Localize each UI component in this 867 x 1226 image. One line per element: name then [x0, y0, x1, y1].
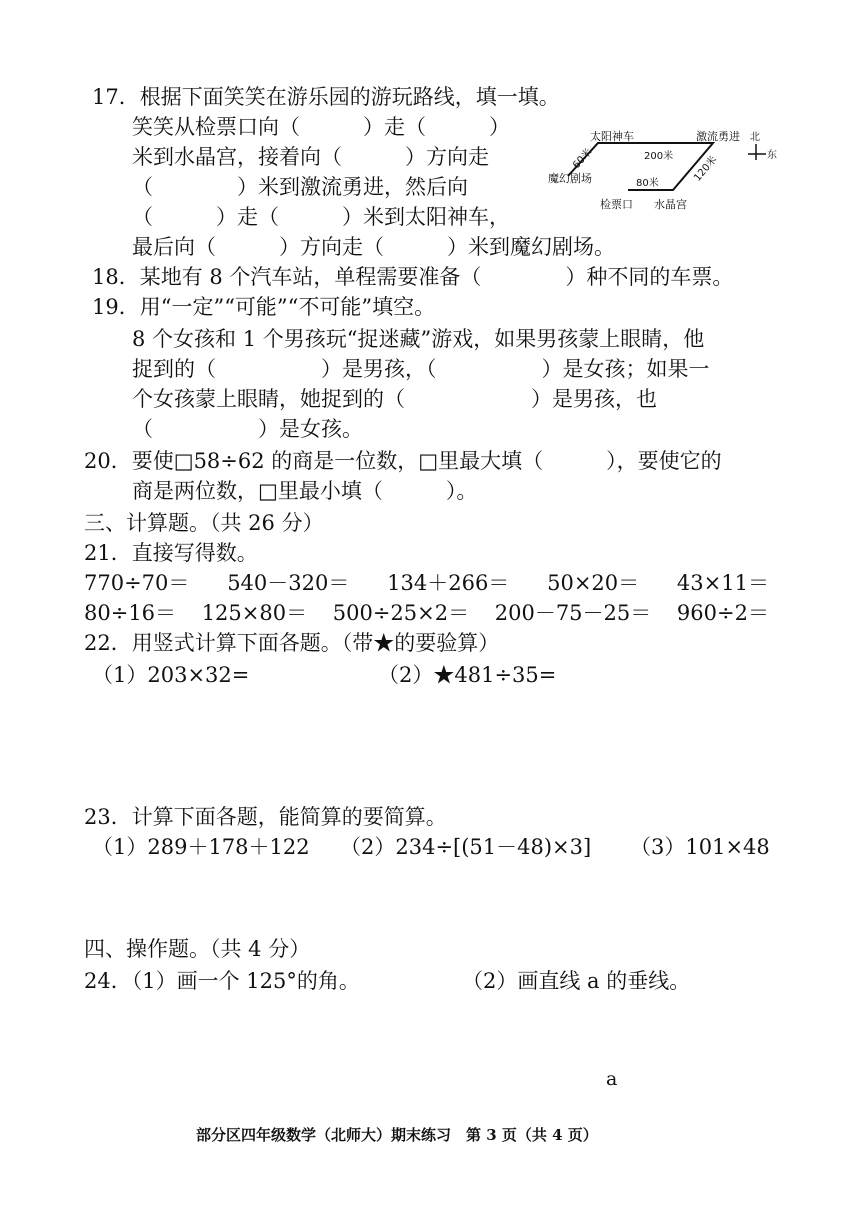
q21-row-2 [84, 598, 769, 628]
q20-line-1: 20．要使□58÷62 的商是一位数，□里最大填（ ），要使它的 [84, 449, 722, 473]
label-crystal-palace: 水晶宫 [654, 198, 687, 211]
q17-line-2: 米到水晶宫，接着向（ ）方向走 [132, 145, 489, 169]
q22-title: 22．用竖式计算下面各题。（带★的要验算） [84, 631, 500, 655]
q24-item-2: （2）画直线 a 的垂线。 [462, 969, 691, 993]
calc-item: 540－320＝ [227, 571, 350, 595]
q22-item-2: （2）★481÷35= [378, 663, 557, 687]
label-magic-theater: 魔幻剧场 [548, 172, 592, 185]
q23-item-2: （2）234÷[(51－48)×3] [340, 835, 592, 859]
label-sun-car: 太阳神车 [590, 130, 634, 143]
section-3-heading: 三、计算题。（共 26 分） [84, 511, 324, 535]
line-a-label: a [606, 1068, 618, 1090]
label-dist-80: 80米 [636, 178, 659, 189]
calc-item: 960÷2＝ [676, 601, 769, 625]
q17-line-1: 笑笑从检票口向（ ）走（ ） [132, 115, 510, 139]
q23-item-1: （1）289＋178＋122 [92, 835, 310, 859]
label-east: 东 [767, 150, 777, 161]
calc-item: 134＋266＝ [387, 571, 510, 595]
label-ticket-gate: 检票口 [600, 198, 633, 211]
q19-title: 19．用“一定”“可能”“不可能”填空。 [92, 295, 436, 319]
calc-item: 80÷16＝ [84, 601, 177, 625]
q17-line-5: 最后向（ ）方向走（ ）米到魔幻剧场。 [132, 235, 615, 259]
q17-line-4: （ ）走（ ）米到太阳神车， [132, 205, 510, 229]
q17-line-3: （ ）米到激流勇进，然后向 [132, 175, 468, 199]
calc-item: 50×20＝ [547, 571, 640, 595]
q23-item-3: （3）101×48 [630, 835, 770, 859]
q23-title: 23．计算下面各题，能简算的要简算。 [84, 805, 447, 829]
q17-title: 17．根据下面笑笑在游乐园的游玩路线，填一填。 [92, 85, 560, 109]
calc-item: 200－75－25＝ [494, 601, 652, 625]
label-dist-200: 200米 [644, 151, 674, 162]
page-footer: 部分区四年级数学（北师大）期末练习 第 3 页（共 4 页） [196, 1126, 598, 1144]
calc-item: 500÷25×2＝ [332, 601, 470, 625]
q22-item-1: （1）203×32= [92, 663, 250, 687]
q24-item-1: 24．（1）画一个 125°的角。 [84, 969, 360, 993]
q18: 18．某地有 8 个汽车站，单程需要准备（ ）种不同的车票。 [92, 265, 734, 289]
section-4-heading: 四、操作题。（共 4 分） [84, 937, 311, 961]
label-dist-60: 60米 [571, 146, 595, 172]
q19-line-4: （ ）是女孩。 [132, 417, 363, 441]
route-map [548, 128, 788, 218]
label-dist-120: 120米 [692, 154, 720, 184]
q19-line-1: 8 个女孩和 1 个男孩玩“捉迷藏”游戏，如果男孩蒙上眼睛，他 [132, 327, 705, 351]
label-rapids: 激流勇进 [696, 130, 740, 143]
q19-line-2: 捉到的（ ）是男孩，（ ）是女孩；如果一 [132, 357, 710, 381]
q20-line-2: 商是两位数，□里最小填（ ）。 [132, 479, 478, 503]
calc-item: 43×11＝ [676, 571, 769, 595]
calc-item: 770÷70＝ [84, 571, 190, 595]
q21-title: 21．直接写得数。 [84, 541, 258, 565]
q21-row-1 [84, 568, 769, 598]
calc-item: 125×80＝ [201, 601, 308, 625]
label-north: 北 [750, 132, 760, 143]
q19-line-3: 个女孩蒙上眼睛，她捉到的（ ）是男孩，也 [132, 387, 657, 411]
